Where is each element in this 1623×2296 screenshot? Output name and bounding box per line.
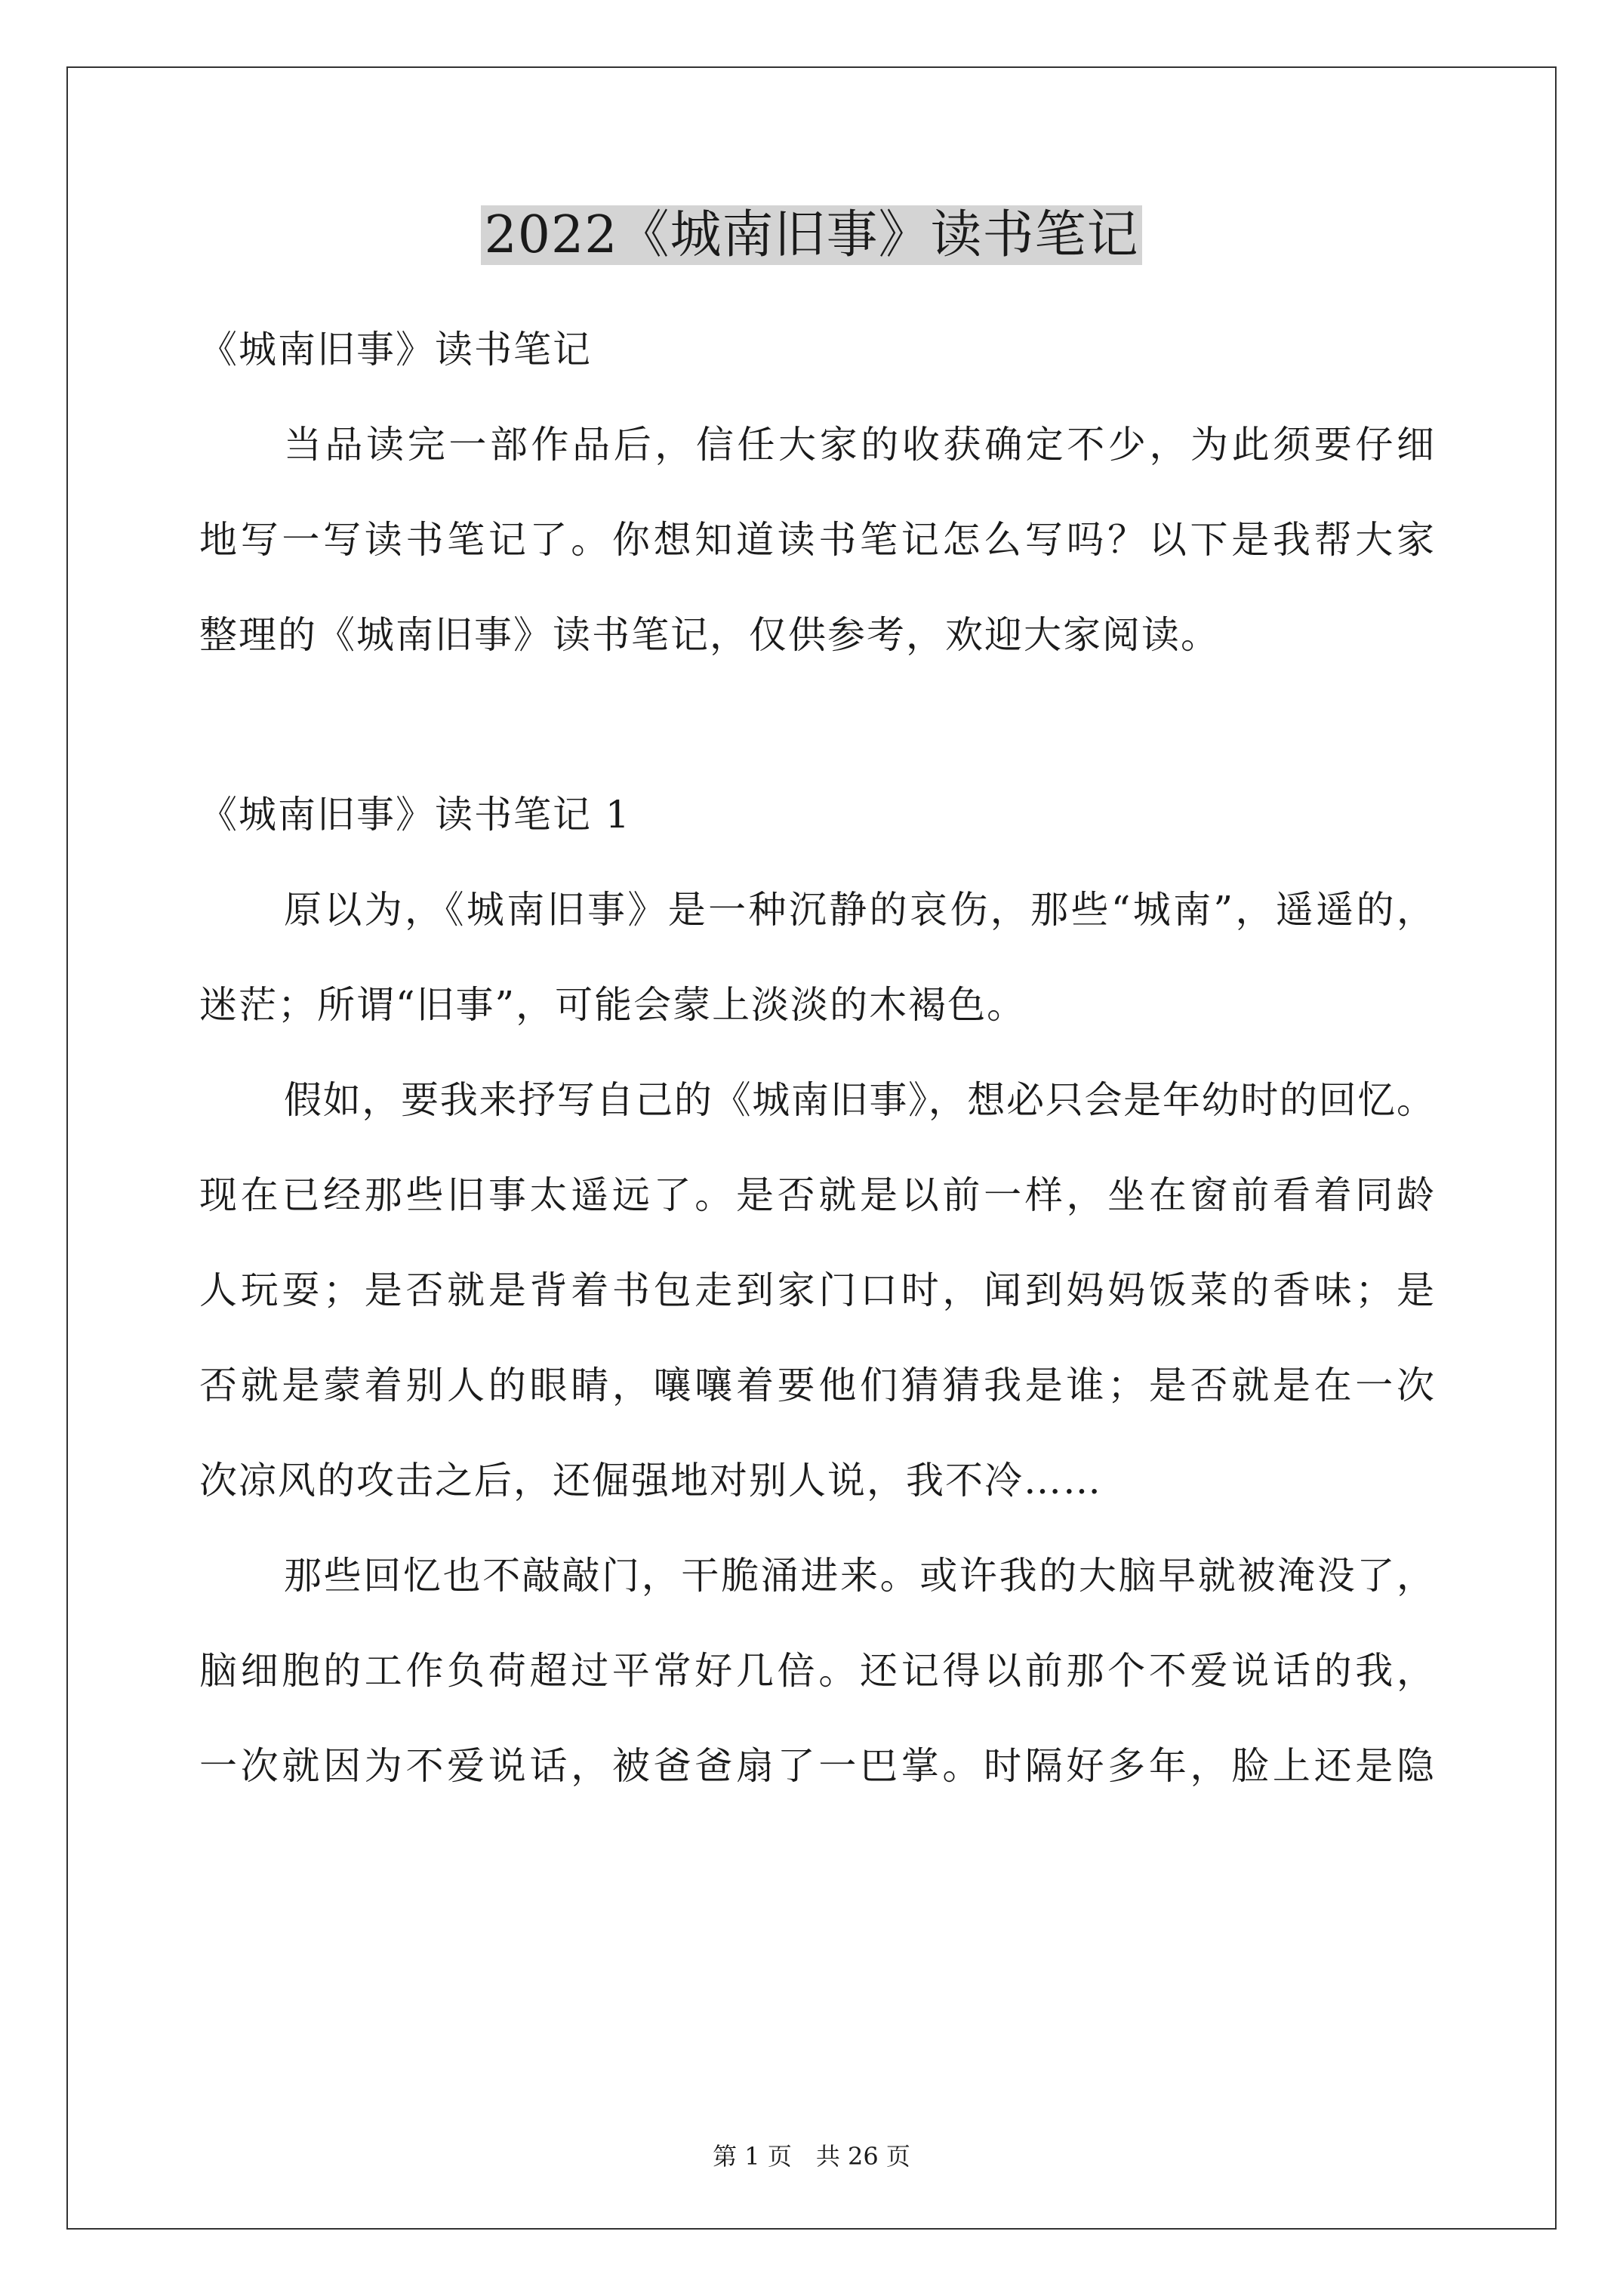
document-title-text: 2022《城南旧事》读书笔记 [481,205,1141,265]
paragraph-line: 那些回忆也不敲敲门，干脆涌进来。或许我的大脑早就被淹没了， [284,1554,1434,1598]
paragraph-line: 原以为，《城南旧事》是一种沉静的哀伤，那些“城南”，遥遥的， [284,888,1434,932]
subtitle: 《城南旧事》读书笔记 [199,328,592,371]
paragraph-line: 迷茫；所谓“旧事”，可能会蒙上淡淡的木褐色。 [199,983,1027,1027]
page-number: 第 1 页 共 26 页 [713,2142,910,2171]
document-body [199,302,1434,1814]
paragraph-line: 次凉风的攻击之后，还倔强地对别人说，我不冷…… [199,1459,1102,1502]
intro-line: 当品读完一部作品后，信任大家的收获确定不少，为此须要仔细 [284,423,1434,467]
paragraph-line: 一次就因为不爱说话，被爸爸扇了一巴掌。时隔好多年，脸上还是隐 [199,1744,1434,1788]
paragraph-line: 人玩耍；是否就是背着书包走到家门口时，闻到妈妈饭菜的香味；是 [199,1268,1434,1312]
intro-line: 地写一写读书笔记了。你想知道读书笔记怎么写吗？以下是我帮大家 [199,518,1434,562]
intro-line: 整理的《城南旧事》读书笔记，仅供参考，欢迎大家阅读。 [199,613,1220,657]
paragraph-line: 现在已经那些旧事太遥远了。是否就是以前一样，坐在窗前看着同龄 [199,1173,1434,1217]
section-heading: 《城南旧事》读书笔记 1 [199,793,631,837]
paragraph-line: 假如，要我来抒写自己的《城南旧事》，想必只会是年幼时的回忆。 [284,1078,1434,1122]
paragraph-line: 否就是蒙着别人的眼睛，嚷嚷着要他们猜猜我是谁；是否就是在一次 [199,1364,1434,1407]
spacer [199,683,1434,767]
paragraph-line: 脑细胞的工作负荷超过平常好几倍。还记得以前那个不爱说话的我， [199,1649,1434,1693]
document-title [0,198,1623,273]
